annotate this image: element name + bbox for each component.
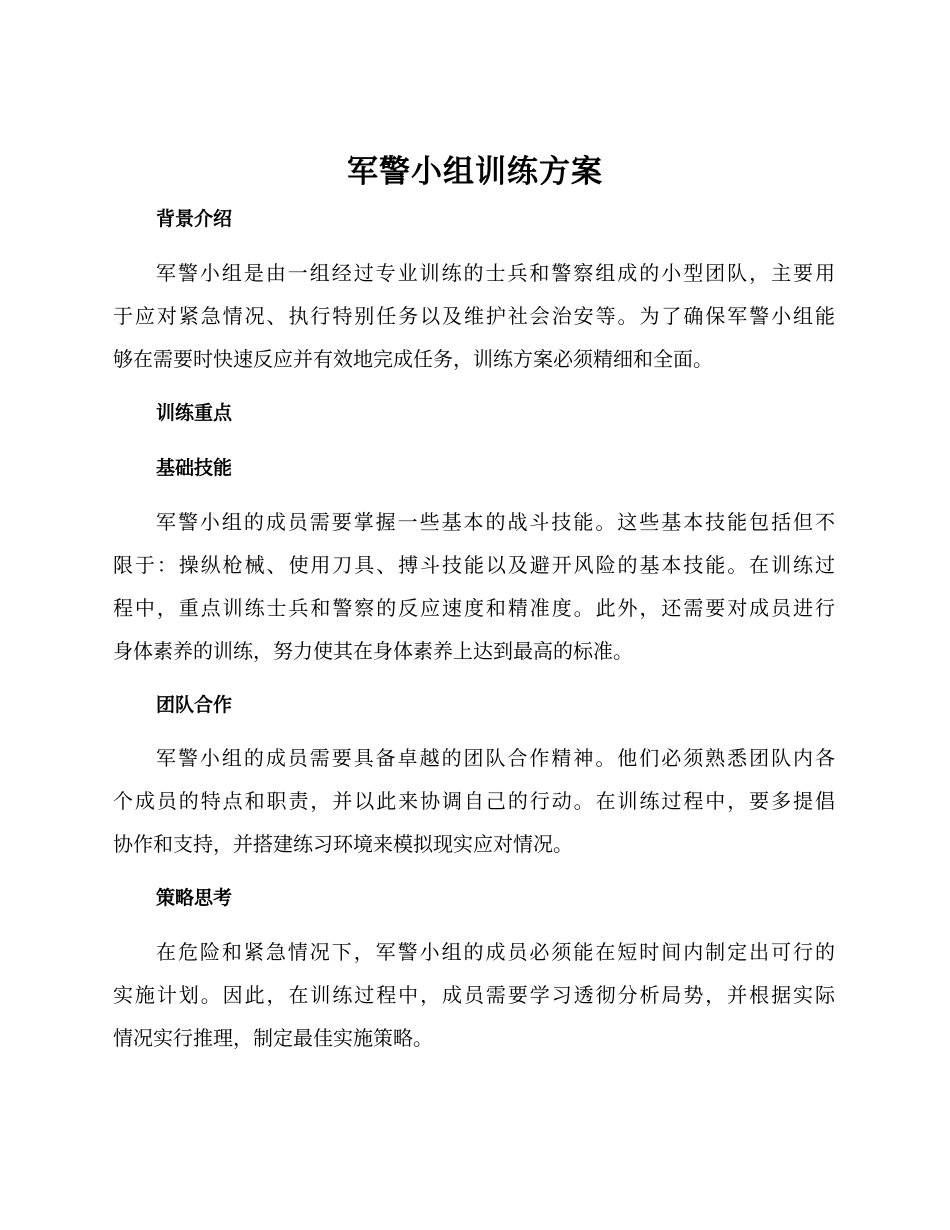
- paragraph-line: 实施计划。因此，在训练过程中，成员需要学习透彻分析局势，并根据实际: [113, 983, 835, 1007]
- paragraph-line: 军警小组是由一组经过专业训练的士兵和警察组成的小型团队，主要用: [156, 261, 835, 285]
- paragraph-line: 个成员的特点和职责，并以此来协调自己的行动。在训练过程中，要多提倡: [113, 789, 835, 813]
- paragraph-line: 军警小组的成员需要掌握一些基本的战斗技能。这些基本技能包括但不: [156, 510, 835, 534]
- document-title: 军警小组训练方案: [347, 154, 603, 190]
- paragraph-line: 协作和支持，并搭建练习环境来模拟现实应对情况。: [113, 832, 573, 856]
- section-paragraph-background: [113, 252, 835, 381]
- paragraph-line: 身体素养的训练，努力使其在身体素养上达到最高的标准。: [113, 639, 633, 663]
- paragraph-line: 在危险和紧急情况下，军警小组的成员必须能在短时间内制定出可行的: [156, 940, 835, 964]
- paragraph-line: 军警小组的成员需要具备卓越的团队合作精神。他们必须熟悉团队内各: [156, 746, 835, 770]
- paragraph-line: 够在需要时快速反应并有效地完成任务，训练方案必须精细和全面。: [113, 347, 713, 371]
- section-paragraph-strategy: [113, 931, 835, 1060]
- section-heading-teamwork: 团队合作: [156, 694, 233, 716]
- section-heading-basic-skills: 基础技能: [156, 457, 233, 479]
- paragraph-line: 情况实行推理，制定最佳实施策略。: [113, 1026, 433, 1050]
- paragraph-line: 限于：操纵枪械、使用刀具、搏斗技能以及避开风险的基本技能。在训练过: [113, 553, 835, 577]
- paragraph-line: 于应对紧急情况、执行特别任务以及维护社会治安等。为了确保军警小组能: [113, 304, 835, 328]
- paragraph-line: 程中，重点训练士兵和警察的反应速度和精准度。此外，还需要对成员进行: [113, 596, 835, 620]
- section-heading-training-focus: 训练重点: [156, 402, 233, 424]
- section-heading-background: 背景介绍: [156, 208, 233, 230]
- section-heading-strategy: 策略思考: [156, 887, 233, 909]
- section-paragraph-teamwork: [113, 737, 835, 866]
- section-paragraph-basic-skills: [113, 501, 835, 673]
